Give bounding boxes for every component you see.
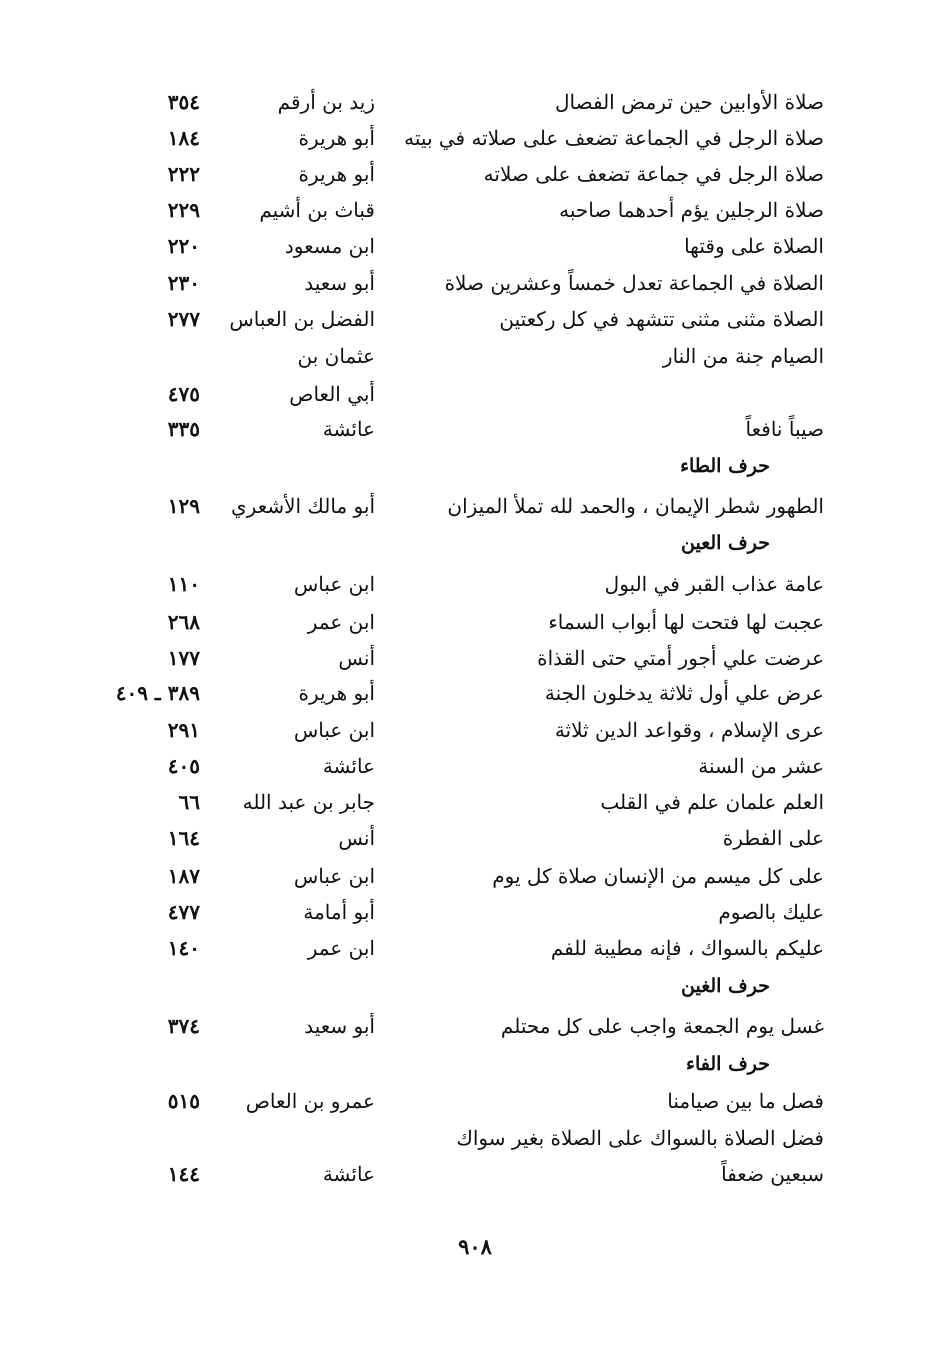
hadith-text: صلاة الرجلين يؤم أحدهما صاحبه (559, 198, 824, 222)
page-number: ٩٠٨ (458, 1234, 492, 1259)
index-entry (0, 1158, 950, 1190)
narrator-name: عائشة (322, 417, 375, 441)
narrator-name: عثمان بن (297, 344, 375, 368)
page-reference: ١٢٩ (167, 494, 200, 518)
hadith-text: عجبت لها فتحت لها أبواب السماء (548, 610, 824, 634)
section-heading-text: حرف العين (681, 532, 770, 554)
page-reference: ٢٢٩ (167, 198, 200, 222)
index-entry (0, 786, 950, 818)
narrator-name: أبو هريرة (298, 681, 375, 705)
hadith-text: عليك بالصوم (718, 900, 824, 924)
page-reference: ٢٩١ (167, 718, 200, 742)
hadith-text: صلاة الرجل في الجماعة تضعف على صلاته في بيته (404, 126, 824, 150)
hadith-text: الصلاة على وقتها (684, 234, 824, 258)
narrator-name: ابن عباس (293, 864, 375, 888)
page-reference: ٣٥٤ (167, 90, 200, 114)
index-entry (0, 303, 950, 335)
index-entry (0, 860, 950, 892)
index-entry (0, 1010, 950, 1042)
hadith-text: عرض علي أول ثلاثة يدخلون الجنة (544, 681, 824, 705)
narrator-name: زيد بن أرقم (277, 90, 375, 114)
hadith-text: الصلاة في الجماعة تعدل خمساً وعشرين صلاة (444, 271, 824, 295)
narrator-name: قباث بن أشيم (259, 198, 375, 222)
narrator-name: أبو مالك الأشعري (231, 494, 375, 518)
narrator-name: عائشة (322, 754, 375, 778)
page-reference: ٢٣٠ (167, 271, 200, 295)
index-entry (0, 267, 950, 299)
page-reference: ٣٧٤ (167, 1014, 200, 1038)
index-entry (0, 413, 950, 445)
index-entry (0, 340, 950, 372)
hadith-text: الطهور شطر الإيمان ، والحمد لله تملأ الميزان (447, 494, 824, 518)
index-entry (0, 158, 950, 190)
page-reference: ٣٨٩ ـ ٤٠٩ (115, 681, 200, 705)
page-reference: ١٨٤ (167, 126, 200, 150)
page-reference: ٤٠٥ (167, 754, 200, 778)
index-entry (0, 490, 950, 522)
narrator-name: أبو هريرة (298, 162, 375, 186)
hadith-text: فضل الصلاة بالسواك على الصلاة بغير سواك (456, 1126, 824, 1150)
index-entry (0, 714, 950, 746)
hadith-text: صلاة الأوابين حين ترمض الفصال (554, 90, 824, 114)
narrator-name: ابن مسعود (284, 234, 375, 258)
page-reference: ٢٦٨ (167, 610, 200, 634)
narrator-name: أبو أمامة (303, 900, 375, 924)
section-heading-text: حرف الغين (681, 975, 770, 997)
hadith-text: عشر من السنة (698, 754, 824, 778)
index-entry (0, 677, 950, 709)
page-reference: ٤٧٧ (167, 900, 200, 924)
page-reference: ١٤٤ (167, 1162, 200, 1186)
narrator-name: عائشة (322, 1162, 375, 1186)
page-reference: ٢٢٠ (167, 234, 200, 258)
narrator-name: ابن عمر (307, 610, 375, 634)
index-entry (0, 896, 950, 928)
hadith-text: عامة عذاب القبر في البول (604, 572, 824, 596)
narrator-name: أنس (338, 646, 375, 670)
hadith-text: عرى الإسلام ، وقواعد الدين ثلاثة (554, 718, 824, 742)
section-heading (0, 970, 950, 1002)
index-entry (0, 194, 950, 226)
index-entry (0, 822, 950, 854)
section-heading (0, 527, 950, 559)
narrator-name: أبو هريرة (298, 126, 375, 150)
index-entry (0, 122, 950, 154)
page-reference: ١٤٠ (167, 936, 200, 960)
hadith-text: صلاة الرجل في جماعة تضعف على صلاته (483, 162, 824, 186)
section-heading-text: حرف الفاء (686, 1053, 770, 1075)
hadith-text: صيباً نافعاً (745, 417, 824, 441)
narrator-name: عمرو بن العاص (245, 1089, 375, 1113)
narrator-name: أبو سعيد (304, 1014, 375, 1038)
page-reference: ٤٧٥ (167, 382, 200, 406)
index-entry (0, 1122, 950, 1154)
hadith-text: على الفطرة (722, 826, 824, 850)
narrator-name: ابن عباس (293, 718, 375, 742)
hadith-text: عرضت علي أجور أمتي حتى القذاة (537, 646, 824, 670)
narrator-name: أنس (338, 826, 375, 850)
section-heading (0, 1048, 950, 1080)
page-reference: ٢٢٢ (167, 162, 200, 186)
narrator-name: أبي العاص (289, 382, 375, 406)
index-entry (0, 86, 950, 118)
hadith-text: غسل يوم الجمعة واجب على كل محتلم (500, 1014, 824, 1038)
index-entry (0, 378, 950, 410)
index-entry (0, 642, 950, 674)
hadith-text: الصيام جنة من النار (662, 344, 824, 368)
page-reference: ٢٧٧ (167, 307, 200, 331)
narrator-name: ابن عمر (307, 936, 375, 960)
index-entry (0, 606, 950, 638)
section-heading-text: حرف الطاء (680, 455, 770, 477)
index-entry (0, 750, 950, 782)
page-reference: ١١٠ (167, 572, 200, 596)
hadith-text: الصلاة مثنى مثنى تتشهد في كل ركعتين (499, 307, 824, 331)
section-heading (0, 450, 950, 482)
hadith-text: العلم علمان علم في القلب (600, 790, 824, 814)
narrator-name: ابن عباس (293, 572, 375, 596)
page-reference: ٣٣٥ (167, 417, 200, 441)
narrator-name: أبو سعيد (304, 271, 375, 295)
hadith-text: سبعين ضعفاً (721, 1162, 824, 1186)
hadith-text: فصل ما بين صيامنا (667, 1089, 824, 1113)
page-reference: ١٧٧ (167, 646, 200, 670)
index-entry (0, 568, 950, 600)
hadith-text: على كل ميسم من الإنسان صلاة كل يوم (492, 864, 824, 888)
page-reference: ١٦٤ (167, 826, 200, 850)
page-reference: ٦٦ (178, 790, 200, 814)
page-reference: ٥١٥ (167, 1089, 200, 1113)
page-reference: ١٨٧ (167, 864, 200, 888)
hadith-text: عليكم بالسواك ، فإنه مطيبة للفم (550, 936, 824, 960)
narrator-name: جابر بن عبد الله (242, 790, 375, 814)
index-entry (0, 932, 950, 964)
index-entry (0, 1085, 950, 1117)
narrator-name: الفضل بن العباس (229, 307, 375, 331)
index-entry (0, 230, 950, 262)
